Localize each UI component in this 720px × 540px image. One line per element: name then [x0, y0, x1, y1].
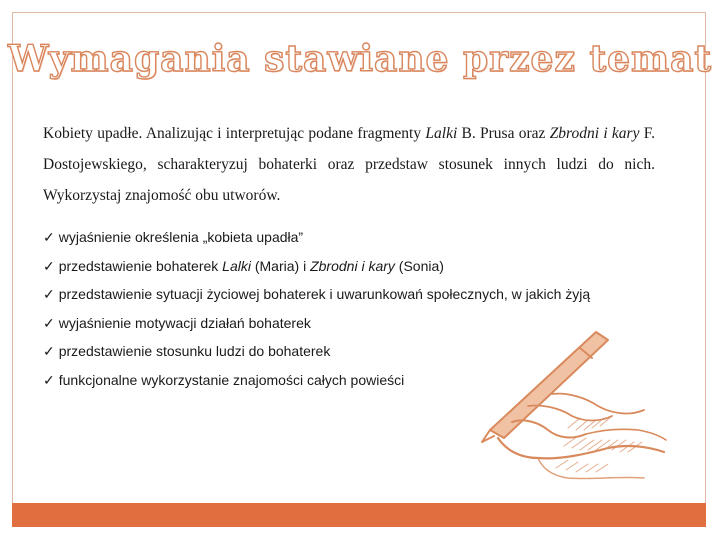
- intro-title-lalki: Lalki: [425, 125, 458, 142]
- requirement-title-zbrodnia: Zbrodni i kary: [310, 257, 395, 274]
- intro-text-3: F. Dostojewskiego, scharakteryzuj bohaterki oraz przedstaw stosunek innych ludzi do nich. Wykorzystaj znajomość obu utworów.: [43, 125, 655, 204]
- intro-text-1: Kobiety upadłe. Analizując i interpretując podane fragmenty: [43, 125, 426, 142]
- slide-title: Wymagania stawiane przez temat: [7, 38, 713, 80]
- requirement-text-a: przedstawienie bohaterek: [58, 257, 223, 274]
- list-item: [43, 280, 655, 309]
- hand-writing-icon: [468, 318, 668, 488]
- requirement-text: przedstawienie sytuacji życiowej bohaterek i uwarunkowań społecznych, w jakich żyją: [58, 286, 591, 302]
- requirement-text: funkcjonalne wykorzystanie znajomości całych powieści: [58, 371, 405, 388]
- bottom-accent-bar: [12, 503, 706, 527]
- intro-title-zbrodnia: Zbrodni i kary: [549, 125, 640, 142]
- list-item: [43, 223, 655, 252]
- requirement-text: wyjaśnienie określenia „kobieta upadła”: [58, 229, 304, 245]
- check-icon: ✓: [43, 343, 55, 359]
- list-item: [43, 252, 655, 281]
- check-icon: ✓: [43, 371, 55, 388]
- check-icon: ✓: [43, 314, 55, 331]
- check-icon: ✓: [43, 257, 55, 274]
- intro-text-2: B. Prusa oraz: [457, 125, 550, 142]
- requirement-text: wyjaśnienie motywacji działań bohaterek: [58, 314, 311, 331]
- check-icon: ✓: [43, 286, 55, 302]
- requirement-text-b: (Maria) i: [250, 257, 311, 274]
- requirement-text: przedstawienie stosunku ludzi do bohaterek: [58, 343, 331, 359]
- check-icon: ✓: [43, 229, 55, 245]
- requirement-title-lalki: Lalki: [222, 257, 251, 274]
- requirement-text-c: (Sonia): [394, 257, 444, 274]
- task-description: [43, 118, 655, 211]
